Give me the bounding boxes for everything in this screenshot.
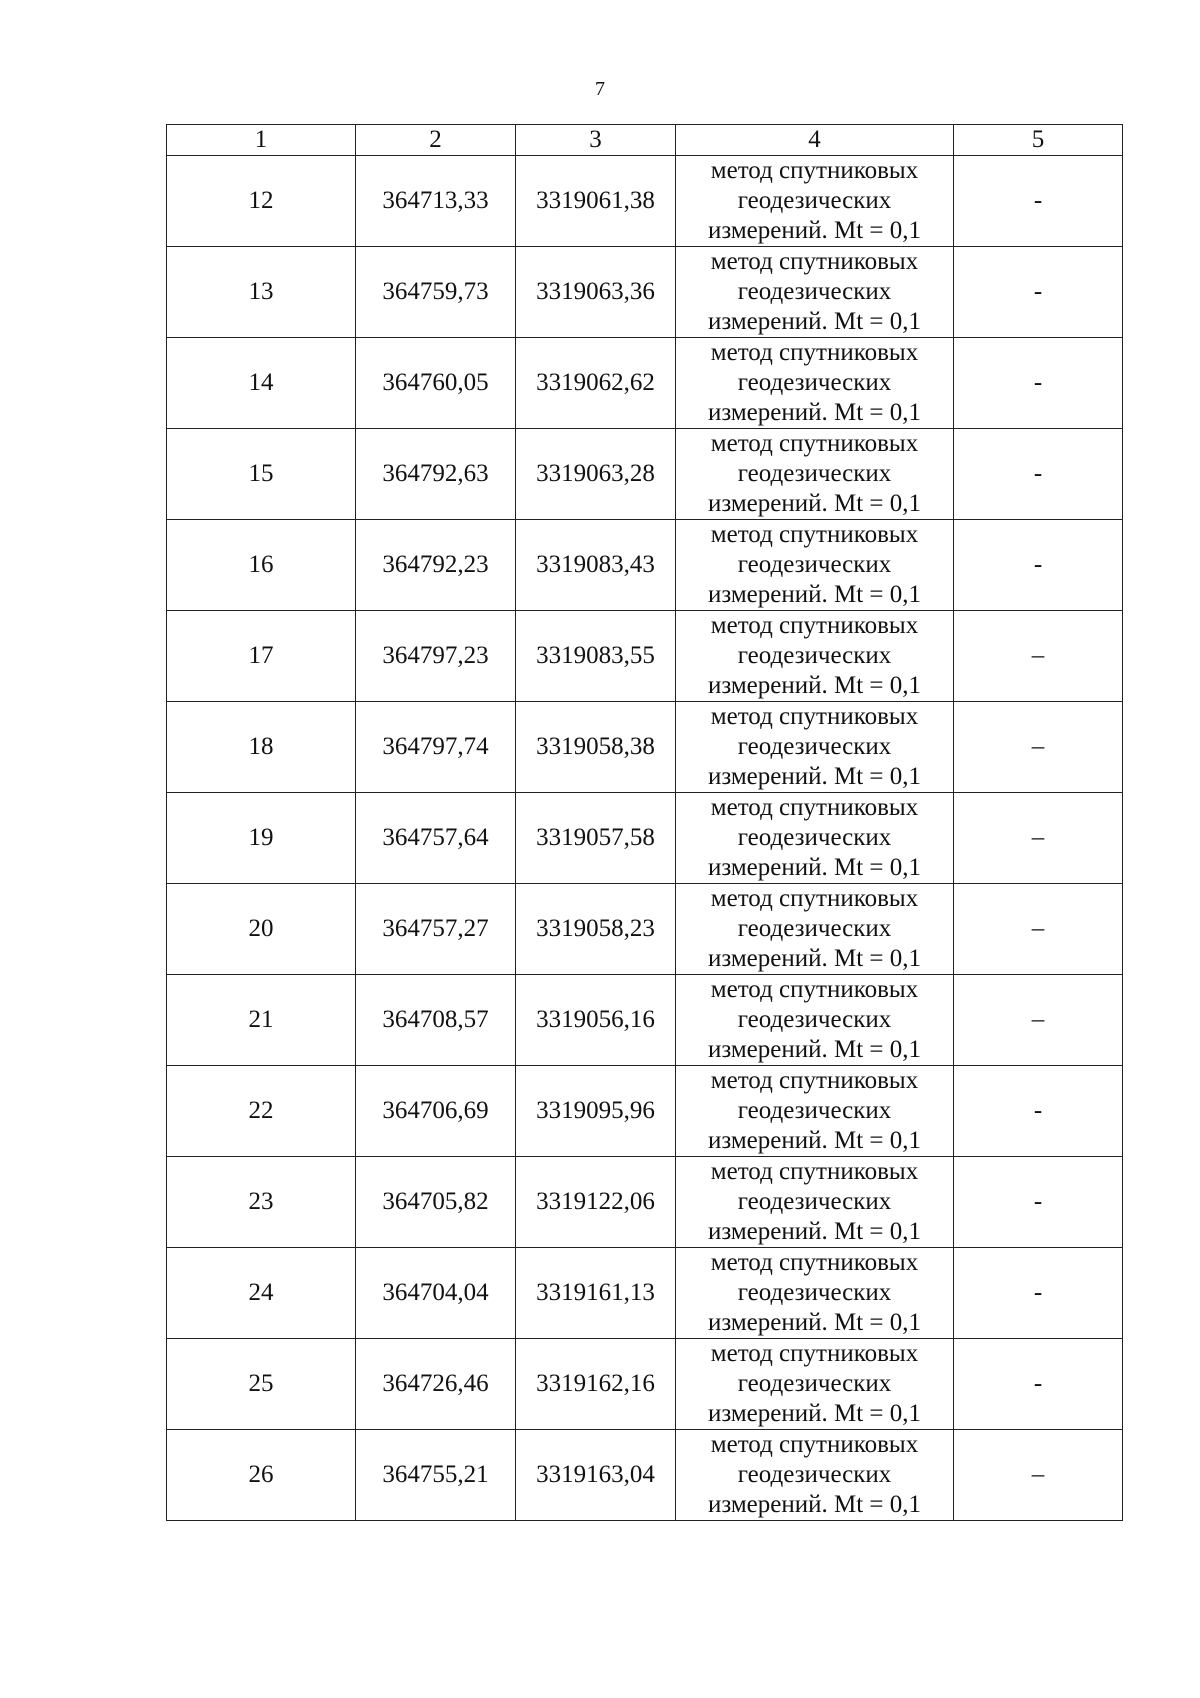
y-coordinate-cell: 3319058,23: [516, 884, 676, 975]
method-cell: метод спутниковых геодезических измерений. Mt = 0,1: [676, 611, 954, 702]
column-header-5: 5: [954, 125, 1123, 156]
note-cell: –: [954, 884, 1123, 975]
note-cell: -: [954, 1248, 1123, 1339]
table-body: [167, 156, 1123, 1521]
method-cell: метод спутниковых геодезических измерений. Mt = 0,1: [676, 1430, 954, 1521]
method-cell: метод спутниковых геодезических измерений. Mt = 0,1: [676, 1066, 954, 1157]
y-coordinate-cell: 3319083,55: [516, 611, 676, 702]
x-coordinate-cell: 364705,82: [356, 1157, 516, 1248]
point-number-cell: 23: [167, 1157, 356, 1248]
table-header-row: [167, 125, 1123, 156]
point-number-cell: 20: [167, 884, 356, 975]
y-coordinate-cell: 3319162,16: [516, 1339, 676, 1430]
y-coordinate-cell: 3319062,62: [516, 338, 676, 429]
x-coordinate-cell: 364759,73: [356, 247, 516, 338]
table-row: [167, 793, 1123, 884]
table-row: [167, 1157, 1123, 1248]
table-row: [167, 247, 1123, 338]
point-number-cell: 17: [167, 611, 356, 702]
x-coordinate-cell: 364726,46: [356, 1339, 516, 1430]
note-cell: -: [954, 1066, 1123, 1157]
x-coordinate-cell: 364797,74: [356, 702, 516, 793]
point-number-cell: 15: [167, 429, 356, 520]
method-cell: метод спутниковых геодезических измерений. Mt = 0,1: [676, 884, 954, 975]
x-coordinate-cell: 364713,33: [356, 156, 516, 247]
note-cell: –: [954, 1430, 1123, 1521]
note-cell: -: [954, 520, 1123, 611]
point-number-cell: 14: [167, 338, 356, 429]
x-coordinate-cell: 364706,69: [356, 1066, 516, 1157]
table-row: [167, 1339, 1123, 1430]
y-coordinate-cell: 3319161,13: [516, 1248, 676, 1339]
table-row: [167, 1248, 1123, 1339]
point-number-cell: 18: [167, 702, 356, 793]
table-row: [167, 338, 1123, 429]
page-number: 7: [595, 78, 605, 100]
method-cell: метод спутниковых геодезических измерений. Mt = 0,1: [676, 1248, 954, 1339]
x-coordinate-cell: 364757,64: [356, 793, 516, 884]
table-row: [167, 702, 1123, 793]
x-coordinate-cell: 364792,63: [356, 429, 516, 520]
point-number-cell: 12: [167, 156, 356, 247]
y-coordinate-cell: 3319095,96: [516, 1066, 676, 1157]
y-coordinate-cell: 3319163,04: [516, 1430, 676, 1521]
x-coordinate-cell: 364757,27: [356, 884, 516, 975]
x-coordinate-cell: 364708,57: [356, 975, 516, 1066]
note-cell: -: [954, 1157, 1123, 1248]
x-coordinate-cell: 364760,05: [356, 338, 516, 429]
x-coordinate-cell: 364797,23: [356, 611, 516, 702]
y-coordinate-cell: 3319056,16: [516, 975, 676, 1066]
column-header-3: 3: [516, 125, 676, 156]
table-row: [167, 429, 1123, 520]
y-coordinate-cell: 3319063,36: [516, 247, 676, 338]
x-coordinate-cell: 364704,04: [356, 1248, 516, 1339]
table-row: [167, 884, 1123, 975]
point-number-cell: 13: [167, 247, 356, 338]
note-cell: –: [954, 793, 1123, 884]
note-cell: –: [954, 611, 1123, 702]
note-cell: –: [954, 975, 1123, 1066]
note-cell: -: [954, 429, 1123, 520]
note-cell: –: [954, 702, 1123, 793]
x-coordinate-cell: 364792,23: [356, 520, 516, 611]
point-number-cell: 25: [167, 1339, 356, 1430]
table-row: [167, 1430, 1123, 1521]
method-cell: метод спутниковых геодезических измерений. Mt = 0,1: [676, 156, 954, 247]
note-cell: -: [954, 156, 1123, 247]
method-cell: метод спутниковых геодезических измерений. Mt = 0,1: [676, 702, 954, 793]
column-header-4: 4: [676, 125, 954, 156]
table-row: [167, 156, 1123, 247]
y-coordinate-cell: 3319083,43: [516, 520, 676, 611]
method-cell: метод спутниковых геодезических измерений. Mt = 0,1: [676, 520, 954, 611]
y-coordinate-cell: 3319057,58: [516, 793, 676, 884]
table-row: [167, 611, 1123, 702]
coordinates-table: [166, 124, 1123, 1521]
point-number-cell: 24: [167, 1248, 356, 1339]
note-cell: -: [954, 1339, 1123, 1430]
method-cell: метод спутниковых геодезических измерений. Mt = 0,1: [676, 1157, 954, 1248]
x-coordinate-cell: 364755,21: [356, 1430, 516, 1521]
method-cell: метод спутниковых геодезических измерений. Mt = 0,1: [676, 247, 954, 338]
y-coordinate-cell: 3319058,38: [516, 702, 676, 793]
point-number-cell: 21: [167, 975, 356, 1066]
column-header-2: 2: [356, 125, 516, 156]
point-number-cell: 19: [167, 793, 356, 884]
y-coordinate-cell: 3319061,38: [516, 156, 676, 247]
method-cell: метод спутниковых геодезических измерений. Mt = 0,1: [676, 429, 954, 520]
point-number-cell: 16: [167, 520, 356, 611]
table-row: [167, 975, 1123, 1066]
method-cell: метод спутниковых геодезических измерений. Mt = 0,1: [676, 793, 954, 884]
point-number-cell: 26: [167, 1430, 356, 1521]
y-coordinate-cell: 3319063,28: [516, 429, 676, 520]
table-row: [167, 520, 1123, 611]
note-cell: -: [954, 247, 1123, 338]
method-cell: метод спутниковых геодезических измерений. Mt = 0,1: [676, 975, 954, 1066]
y-coordinate-cell: 3319122,06: [516, 1157, 676, 1248]
table-row: [167, 1066, 1123, 1157]
column-header-1: 1: [167, 125, 356, 156]
method-cell: метод спутниковых геодезических измерений. Mt = 0,1: [676, 1339, 954, 1430]
point-number-cell: 22: [167, 1066, 356, 1157]
note-cell: -: [954, 338, 1123, 429]
method-cell: метод спутниковых геодезических измерений. Mt = 0,1: [676, 338, 954, 429]
